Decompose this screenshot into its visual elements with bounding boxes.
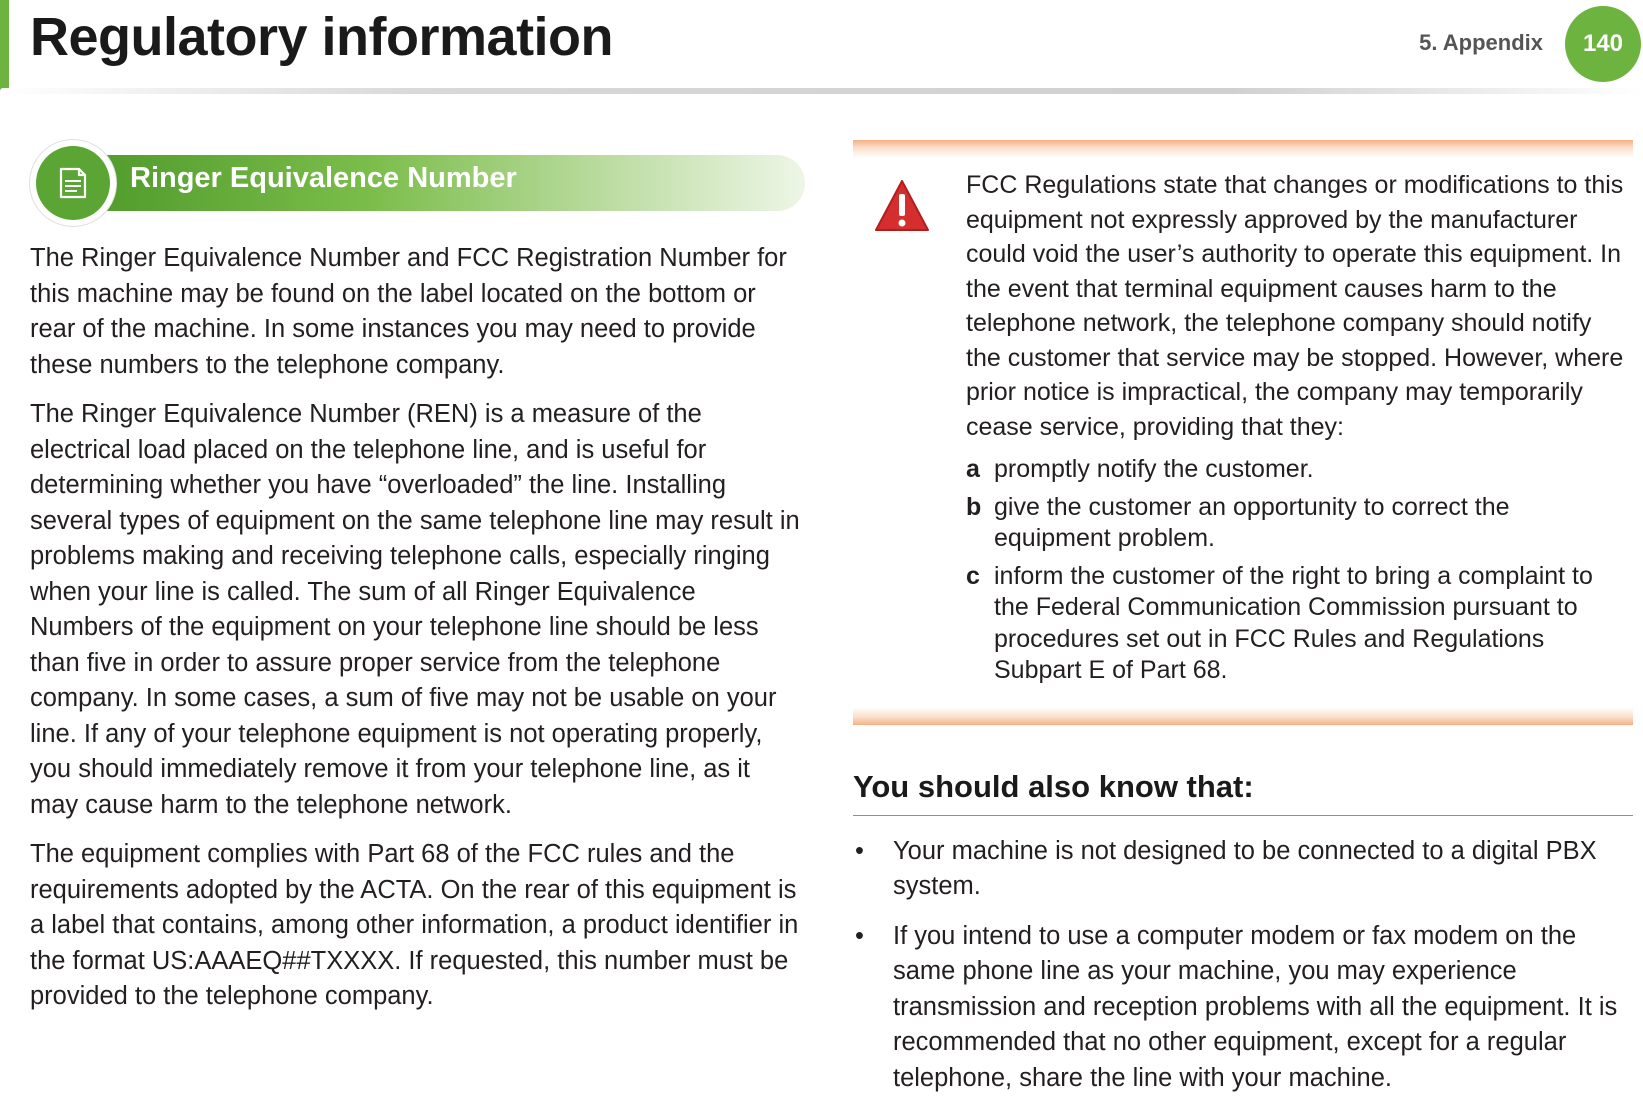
page-title: Regulatory information <box>30 7 614 67</box>
know-that-list <box>853 834 1633 1097</box>
caution-top-rule <box>853 140 1633 158</box>
chapter-label: 5. Appendix <box>1419 30 1543 55</box>
section-badge <box>30 140 116 226</box>
list-item-text: If you intend to use a computer modem or fax modem on the same phone line as your machine, you may experience transmission and reception problems with all the equipment. It is recommended that no other equipment, except for a regular telephone, share the line with your machine. <box>893 921 1618 1092</box>
list-item-text: inform the customer of the right to bring a complaint to the Federal Communication Commission pursuant to procedures set out in FCC Rules and Regulations Subpart E of Part 68. <box>994 561 1593 684</box>
caution-box <box>853 140 1633 725</box>
paragraph-ren-definition: The Ringer Equivalence Number (REN) is a measure of the electrical load placed on the telephone line, and is useful for determining whether you have “overloaded” the line. Installing several types of equipment on the same telephone line may result in problems making and receiving telephone calls, especially ringing when your line is called. The sum of all Ringer Equivalence Numbers of the equipment on your telephone line should be less than five in order to assure proper service from the telephone company. In some cases, a sum of five may not be usable on your line. If any of your telephone equipment is not operating properly, you should immediately remove it from your telephone line, as it may cause harm to the telephone network. <box>30 400 800 819</box>
left-column <box>30 140 805 1029</box>
caution-bottom-rule <box>853 707 1633 725</box>
list-item <box>966 492 1627 555</box>
list-item-text: promptly notify the customer. <box>994 455 1314 483</box>
list-item-letter: b <box>966 492 982 521</box>
page-number: 140 <box>1582 30 1624 57</box>
list-item-text: give the customer an opportunity to correct the equipment problem. <box>994 492 1510 552</box>
page-number-badge <box>1565 6 1641 82</box>
list-item <box>853 919 1633 1097</box>
document-icon <box>53 163 93 203</box>
bullet-mark: • <box>855 836 864 865</box>
warning-icon <box>873 178 931 234</box>
list-item <box>966 561 1627 687</box>
list-item-letter: a <box>966 455 980 483</box>
right-column <box>853 140 1633 1110</box>
list-item <box>853 834 1633 905</box>
paragraph-ren-location: The Ringer Equivalence Number and FCC Registration Number for this machine may be found on the label located on the bottom or rear of the machine. In some instances you may need to provide these numbers to the telephone company. <box>30 244 787 379</box>
paragraph-part68: The equipment complies with Part 68 of the FCC rules and the requirements adopted by the ACTA. On the rear of this equipment is a label that contains, among other information, a product identifier in the format US:AAAEQ##TXXXX. If requested, this number must be provided to the telephone company. <box>30 840 799 1010</box>
caution-text: FCC Regulations state that changes or modifications to this equipment not expressly approved by the manufacturer could void the user’s authority to operate this equipment. In the event that terminal equipment causes harm to the telephone network, the telephone company should notify the customer that service may be stopped. However, where prior notice is impractical, the company may temporarily cease service, providing that they: <box>966 171 1624 441</box>
list-item-text: Your machine is not designed to be connected to a digital PBX system. <box>893 836 1597 900</box>
section-header <box>30 140 805 226</box>
list-item-letter: c <box>966 561 980 590</box>
section-title: Ringer Equivalence Number <box>130 162 517 194</box>
caution-list <box>966 454 1627 687</box>
know-that-heading: You should also know that: <box>853 769 1633 816</box>
header-divider <box>0 88 1643 94</box>
header-accent-bar <box>0 0 9 92</box>
bullet-mark: • <box>855 921 864 950</box>
list-item <box>966 454 1627 486</box>
